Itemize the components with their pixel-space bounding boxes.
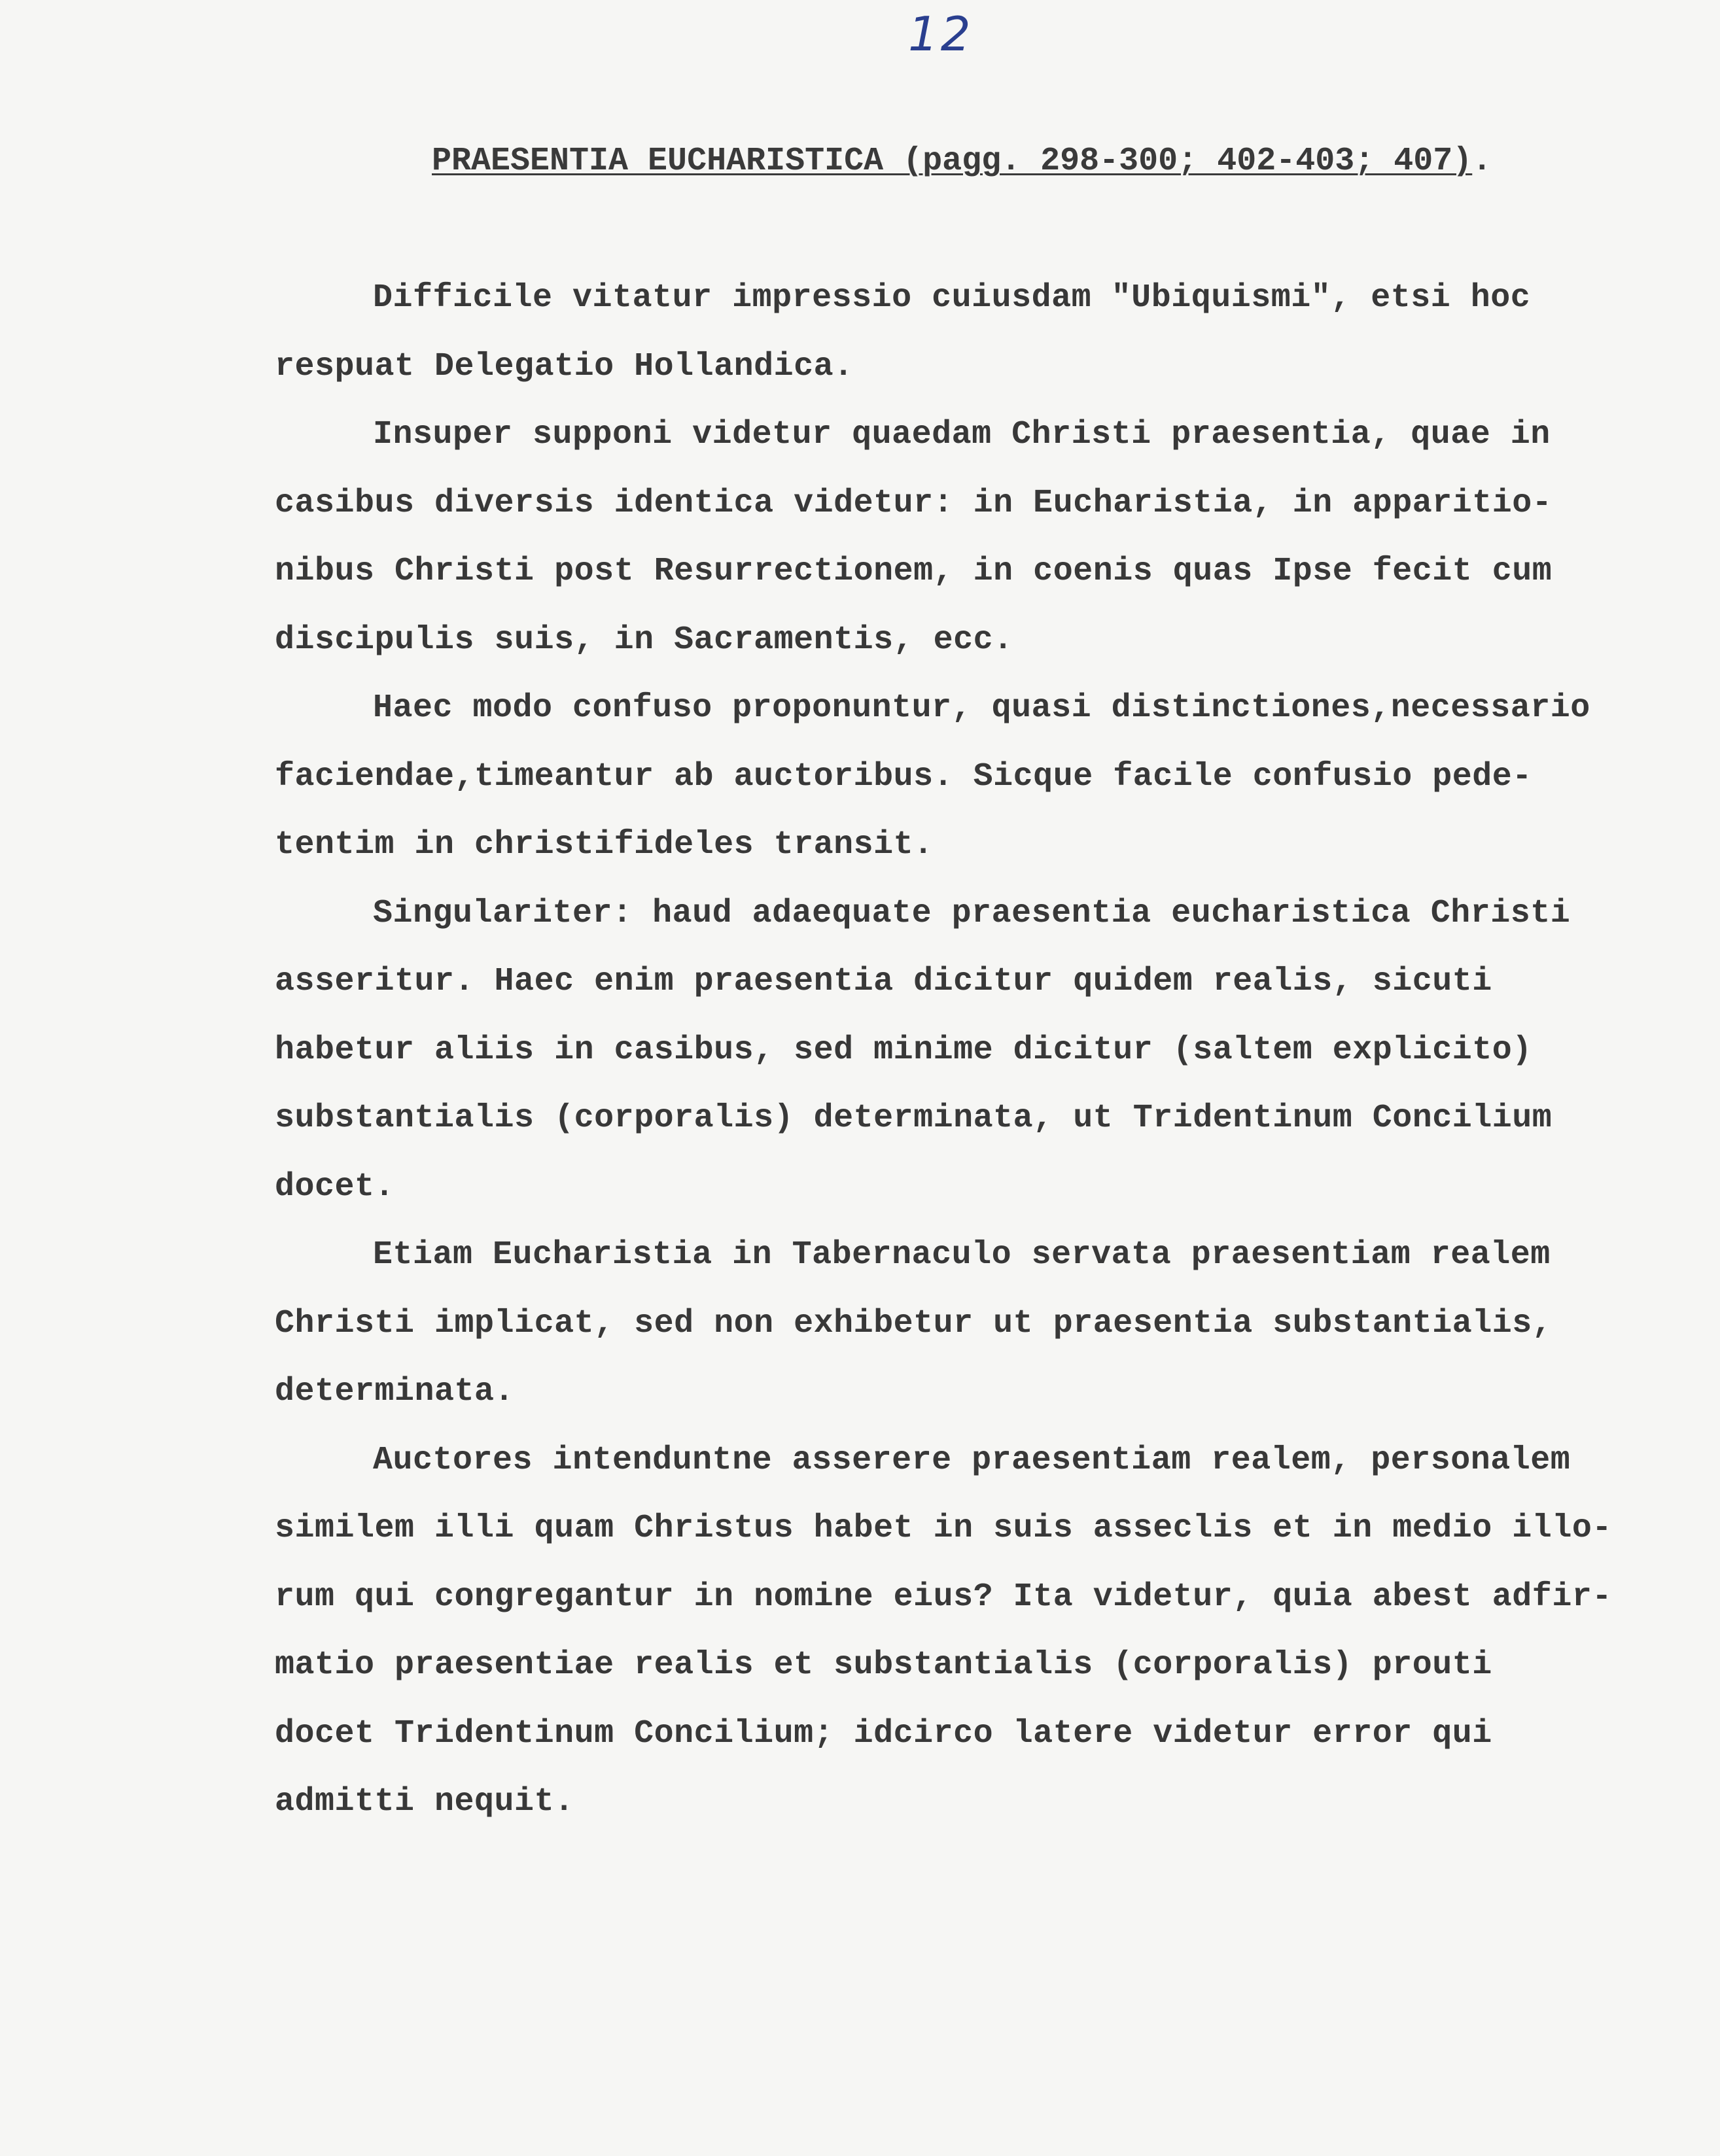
paragraph-6 [275, 1427, 1623, 1837]
text-line: Insuper supponi videtur quaedam Christi praesentia, quae in [373, 416, 1551, 453]
text-line: nibus Christi post Resurrectionem, in coenis quas Ipse fecit cum [275, 553, 1553, 590]
text-line: habetur aliis in casibus, sed minime dicitur (saltem explicito) [275, 1031, 1532, 1069]
document-title [432, 143, 1492, 180]
text-line: admitti nequit. [275, 1783, 574, 1820]
text-line: respuat Delegatio Hollandica. [275, 347, 854, 385]
text-line: Difficile vitatur impressio cuiusdam "Ubiquismi", etsi hoc [373, 279, 1531, 317]
paragraph-3 [275, 674, 1623, 880]
text-line: discipulis suis, in Sacramentis, ecc. [275, 621, 1013, 659]
paragraph-1 [275, 264, 1623, 401]
handwritten-page-number: 12 [908, 7, 974, 61]
title-period: . [1472, 143, 1492, 180]
paragraph-4 [275, 880, 1623, 1222]
text-line: docet Tridentinum Concilium; idcirco latere videtur error qui [275, 1714, 1492, 1752]
text-line: Christi implicat, sed non exhibetur ut praesentia substantialis, [275, 1304, 1553, 1342]
text-line: docet. [275, 1168, 395, 1206]
title-underlined-text: PRAESENTIA EUCHARISTICA (pagg. 298-300; 402-403; 407) [432, 143, 1473, 180]
document-body [275, 264, 1623, 1837]
text-line: Etiam Eucharistia in Tabernaculo servata praesentiam realem [373, 1236, 1551, 1274]
text-line: determinata. [275, 1373, 515, 1410]
text-line: casibus diversis identica videtur: in Eucharistia, in apparitio- [275, 484, 1553, 522]
text-line: substantialis (corporalis) determinata, ut Tridentinum Concilium [275, 1100, 1553, 1137]
text-line: Auctores intenduntne asserere praesentiam realem, personalem [373, 1441, 1571, 1479]
text-line: Singulariter: haud adaequate praesentia eucharistica Christi [373, 894, 1571, 932]
text-line: rum qui congregantur in nomine eius? Ita videtur, quia abest adfir- [275, 1578, 1612, 1616]
text-line: matio praesentiae realis et substantialis (corporalis) prouti [275, 1646, 1492, 1684]
paragraph-5 [275, 1221, 1623, 1427]
text-line: Haec modo confuso proponuntur, quasi distinctiones,necessario [373, 689, 1590, 727]
paragraph-2 [275, 401, 1623, 674]
text-line: tentim in christifideles transit. [275, 826, 934, 863]
text-line: similem illi quam Christus habet in suis asseclis et in medio illo- [275, 1510, 1612, 1547]
text-line: faciendae,timeantur ab auctoribus. Sicque facile confusio pede- [275, 757, 1532, 795]
text-line: asseritur. Haec enim praesentia dicitur quidem realis, sicuti [275, 963, 1492, 1000]
